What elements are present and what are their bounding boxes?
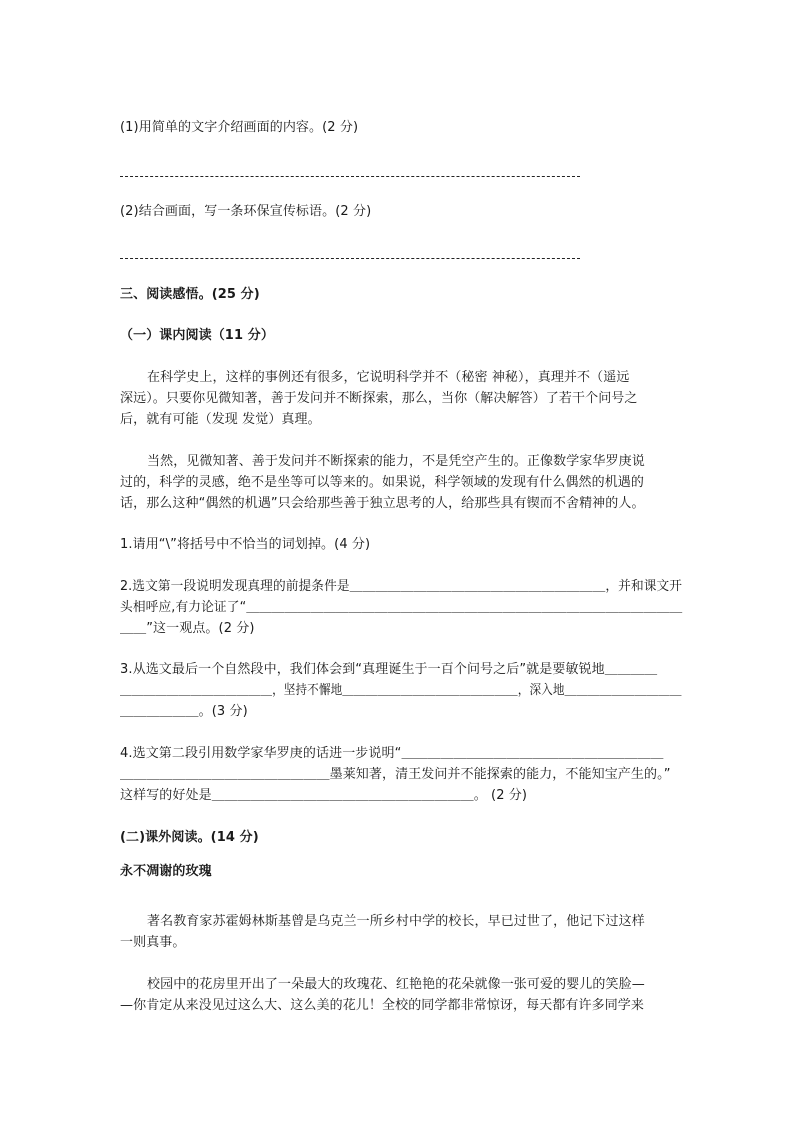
question-4-line: 4.选文第二段引用数学家华罗庚的话进一步说明“＿＿＿＿＿＿＿＿＿＿＿＿＿＿＿＿＿＿＿＿: [120, 746, 664, 761]
passage-line: 在科学史上，这样的事例还有很多，它说明科学并不（秘密 神秘），真理并不（遥远: [147, 370, 630, 385]
story-line: 一则真事。: [120, 935, 186, 950]
passage-line: 当然，见微知著、善于发问并不断探索的能力，不是凭空产生的。正像数学家华罗庚说: [147, 454, 645, 469]
story-line: 著名教育家苏霍姆林斯基曾是乌克兰一所乡村中学的校长，早已过世了，他记下过这样: [147, 914, 645, 929]
question-2-line: 头相呼应,有力论证了“＿＿＿＿＿＿＿＿＿＿＿＿＿＿＿＿＿＿＿＿＿＿＿＿＿＿＿＿＿＿＿＿＿＿: [120, 600, 683, 615]
question-1: 1.请用“\”将括号中不恰当的词划掉。(4 分): [120, 537, 371, 552]
question-3-line: ＿＿＿＿＿＿＿＿＿＿＿＿＿，坚持不懈地＿＿＿＿＿＿＿＿＿＿＿＿＿＿＿，深入地＿＿＿＿＿＿＿＿＿＿: [120, 683, 682, 698]
story-line: 校园中的花房里开出了一朵最大的玫瑰花、红艳艳的花朵就像一张可爱的婴儿的笑脸—: [147, 977, 645, 992]
story-line: —你肯定从来没见过这么大、这么美的花儿！全校的同学都非常惊讶，每天都有许多同学来: [120, 998, 645, 1013]
question-2-line: 2.选文第一段说明发现真理的前提条件是＿＿＿＿＿＿＿＿＿＿＿＿＿＿＿＿＿＿＿＿，并和课文开: [120, 579, 683, 594]
question-4-line: 这样写的好处是＿＿＿＿＿＿＿＿＿＿＿＿＿＿＿＿＿＿＿＿。 (2 分): [120, 788, 528, 803]
question-draw-content: (1)用简单的文字介绍画面的内容。(2 分): [120, 120, 359, 135]
passage-line: 过的，科学的灵感，绝不是坐等可以等来的。如果说，科学领域的发现有什么偶然的机遇的: [120, 475, 645, 490]
passage-line: 深远）。只要你见微知著，善于发问并不断探索，那么，当你（解决解答）了若干个问号之: [120, 391, 638, 406]
answer-line[interactable]: [120, 258, 580, 259]
question-4-line: ＿＿＿＿＿＿＿＿＿＿＿＿＿＿＿＿墨莱知著，清王发问并不能探索的能力，不能知宝产生的。”: [120, 767, 671, 782]
passage-line: 后，就有可能（发现 发觉）真理。: [120, 412, 321, 427]
section-title: 三、阅读感悟。(25 分): [120, 287, 260, 302]
subsection-title: (二)课外阅读。(14 分): [120, 830, 259, 845]
question-slogan: (2)结合画面，写一条环保宣传标语。(2 分): [120, 204, 372, 219]
question-3-line: 3.从选文最后一个自然段中，我们体会到“真理诞生于一百个问号之后”就是要敏锐地＿＿＿＿: [120, 662, 658, 677]
passage-line: 话，那么这种“偶然的机遇”只会给那些善于独立思考的人，给那些具有锲而不舍精神的人。: [120, 496, 645, 511]
answer-line[interactable]: [120, 176, 580, 177]
story-title: 永不凋谢的玫瑰: [120, 864, 212, 879]
question-2-line: ＿＿”这一观点。(2 分): [120, 621, 255, 636]
subsection-title: （一）课内阅读（11 分）: [120, 328, 274, 343]
question-3-line: ＿＿＿＿＿＿。(3 分): [120, 704, 248, 719]
